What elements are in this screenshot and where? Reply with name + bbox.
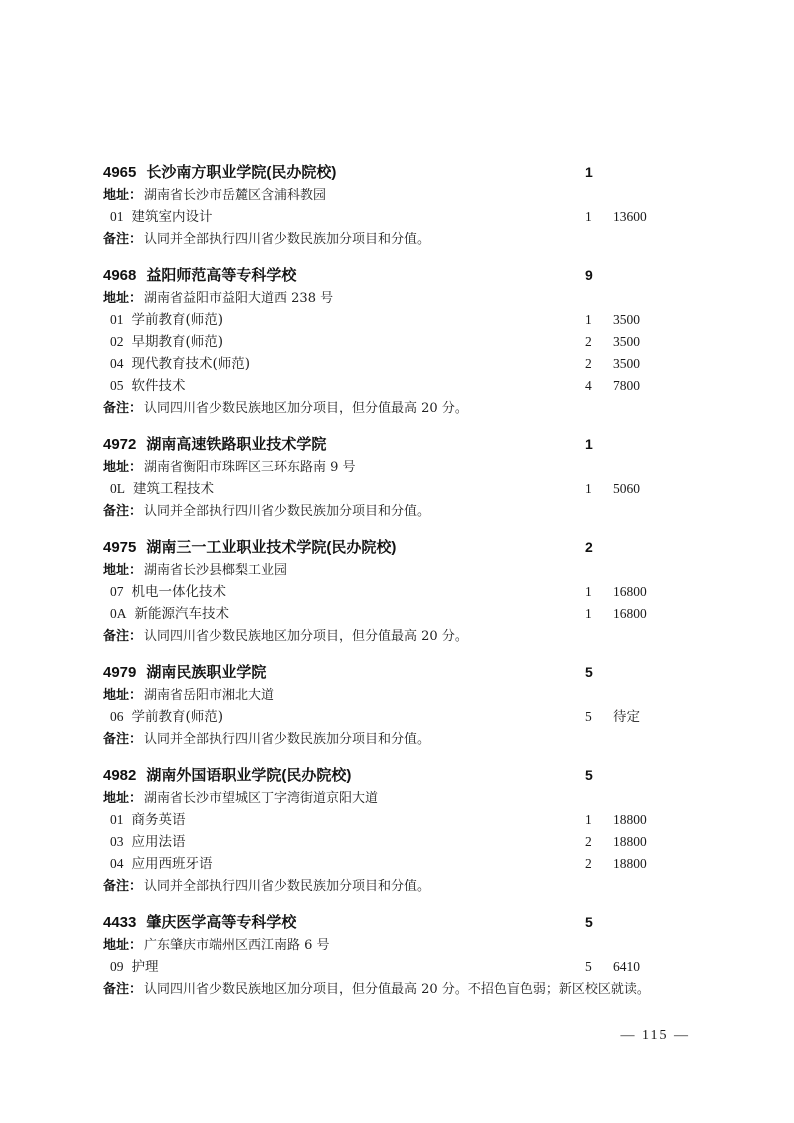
school-title [103,537,585,559]
remark-row [103,500,669,522]
address-row [103,287,669,309]
major-row [103,706,669,728]
remark-row [103,875,669,897]
major-title [103,603,585,625]
school-list [103,161,669,1000]
major-count: 1 [585,481,592,496]
major-code: 01 [110,209,124,224]
major-title [103,706,585,728]
remark-row [103,978,669,1000]
major-name: 建筑工程技术 [133,481,214,497]
major-name: 早期教育(师范) [131,334,224,350]
major-code: 03 [110,834,124,849]
school-name: 湖南外国语职业学院(民办院校) [146,767,352,784]
school-title-row [103,161,669,184]
address-label: 地址： [103,290,143,305]
major-count: 2 [585,356,592,371]
major-fee: 18800 [613,834,647,849]
remark-text: 认同并全部执行四川省少数民族加分项目和分值。 [144,732,431,747]
school-title [103,434,585,456]
major-count: 2 [585,334,592,349]
major-title [103,353,585,375]
address-text: 湖南省衡阳市珠晖区三环东路南 9 号 [144,460,356,475]
remark-label: 备注： [103,731,143,746]
school-title-row [103,536,669,559]
address-text: 湖南省岳阳市湘北大道 [144,688,275,703]
major-fee: 16800 [613,606,647,621]
school-total-count: 5 [585,914,593,930]
school-block [103,264,669,419]
major-title [103,206,585,228]
remark-label: 备注： [103,231,143,246]
major-row [103,309,669,331]
major-row [103,331,669,353]
school-block [103,161,669,250]
school-title [103,662,585,684]
school-total-count: 9 [585,267,593,283]
major-fee: 18800 [613,856,647,871]
major-name: 现代教育技术(师范) [131,356,251,372]
major-title [103,331,585,353]
major-count: 2 [585,856,592,871]
school-code: 4982 [103,767,137,784]
school-name: 长沙南方职业学院(民办院校) [146,164,337,181]
major-code: 04 [110,856,124,871]
major-name: 新能源汽车技术 [134,606,229,622]
major-row [103,956,669,978]
major-row [103,206,669,228]
major-name: 建筑室内设计 [131,209,213,225]
major-count: 1 [585,209,592,224]
major-code: 04 [110,356,124,371]
address-row [103,456,669,478]
school-code: 4433 [103,914,137,931]
major-title [103,956,585,978]
remark-label: 备注： [103,981,143,996]
school-block [103,764,669,897]
major-title [103,478,585,500]
school-code: 4979 [103,664,137,681]
school-code: 4965 [103,164,137,181]
remark-label: 备注： [103,878,143,893]
school-title-row [103,264,669,287]
remark-row [103,228,669,250]
address-label: 地址： [103,937,143,952]
school-name: 湖南高速铁路职业技术学院 [146,436,327,453]
remark-text: 认同四川省少数民族地区加分项目，但分值最高 20 分。 [144,401,468,416]
major-row [103,581,669,603]
address-text: 湖南省长沙县榔梨工业园 [144,563,288,578]
major-count: 1 [585,606,592,621]
major-row [103,853,669,875]
remark-row [103,625,669,647]
school-name: 益阳师范高等专科学校 [146,267,297,284]
document-page [103,161,669,1014]
address-label: 地址： [103,562,143,577]
major-count: 1 [585,812,592,827]
school-block [103,911,669,1000]
address-label: 地址： [103,790,143,805]
school-title-row [103,911,669,934]
school-code: 4972 [103,436,137,453]
school-total-count: 1 [585,436,593,452]
address-text: 广东肇庆市端州区西江南路 6 号 [144,938,330,953]
address-row [103,934,669,956]
major-name: 商务英语 [131,812,186,828]
major-fee: 3500 [613,334,640,349]
school-code: 4968 [103,267,137,284]
major-name: 学前教育(师范) [131,709,224,725]
major-count: 1 [585,584,592,599]
address-text: 湖南省益阳市益阳大道西 238 号 [144,291,334,306]
remark-text: 认同四川省少数民族地区加分项目，但分值最高 20 分。不招色盲色弱；新区校区就读。 [144,982,650,997]
school-name: 肇庆医学高等专科学校 [146,914,297,931]
major-count: 4 [585,378,592,393]
remark-label: 备注： [103,628,143,643]
major-row [103,809,669,831]
remark-label: 备注： [103,400,143,415]
major-fee: 13600 [613,209,647,224]
school-block [103,661,669,750]
address-row [103,684,669,706]
remark-text: 认同并全部执行四川省少数民族加分项目和分值。 [144,232,431,247]
major-code: 06 [110,709,124,724]
school-total-count: 2 [585,539,593,555]
school-name: 湖南三一工业职业技术学院(民办院校) [146,539,397,556]
school-title [103,765,585,787]
school-title-row [103,433,669,456]
address-row [103,184,669,206]
major-fee: 3500 [613,312,640,327]
major-row [103,831,669,853]
school-title [103,912,585,934]
school-name: 湖南民族职业学院 [146,664,267,681]
major-fee: 待定 [613,709,640,724]
remark-row [103,728,669,750]
address-label: 地址： [103,687,143,702]
major-code: 07 [110,584,124,599]
address-row [103,787,669,809]
major-code: 01 [110,312,124,327]
school-block [103,433,669,522]
school-code: 4975 [103,539,137,556]
address-text: 湖南省长沙市岳麓区含浦科教园 [144,188,327,203]
major-name: 应用西班牙语 [131,856,213,872]
major-row [103,603,669,625]
major-name: 软件技术 [131,378,186,394]
major-row [103,353,669,375]
school-title-row [103,764,669,787]
major-fee: 7800 [613,378,640,393]
school-title-row [103,661,669,684]
major-code: 01 [110,812,124,827]
remark-label: 备注： [103,503,143,518]
remark-text: 认同并全部执行四川省少数民族加分项目和分值。 [144,879,431,894]
major-title [103,853,585,875]
remark-text: 认同四川省少数民族地区加分项目，但分值最高 20 分。 [144,629,468,644]
major-name: 机电一体化技术 [131,584,226,600]
page-number: — 115 — [620,1028,690,1043]
major-title [103,809,585,831]
remark-text: 认同并全部执行四川省少数民族加分项目和分值。 [144,504,431,519]
school-block [103,536,669,647]
address-label: 地址： [103,459,143,474]
major-fee: 6410 [613,959,640,974]
major-code: 05 [110,378,124,393]
major-name: 护理 [131,959,159,975]
major-code: 0L [110,481,125,496]
major-title [103,831,585,853]
major-name: 应用法语 [131,834,186,850]
major-code: 0A [110,606,127,621]
school-title [103,162,585,184]
major-count: 5 [585,959,592,974]
major-title [103,309,585,331]
major-count: 1 [585,312,592,327]
address-text: 湖南省长沙市望城区丁字湾街道京阳大道 [144,791,379,806]
school-total-count: 5 [585,767,593,783]
major-name: 学前教育(师范) [131,312,224,328]
major-code: 09 [110,959,124,974]
major-fee: 16800 [613,584,647,599]
address-row [103,559,669,581]
major-count: 5 [585,709,592,724]
school-total-count: 1 [585,164,593,180]
major-code: 02 [110,334,124,349]
major-title [103,375,585,397]
major-row [103,375,669,397]
major-fee: 18800 [613,812,647,827]
major-row [103,478,669,500]
major-fee: 5060 [613,481,640,496]
address-label: 地址： [103,187,143,202]
major-count: 2 [585,834,592,849]
remark-row [103,397,669,419]
school-total-count: 5 [585,664,593,680]
school-title [103,265,585,287]
major-fee: 3500 [613,356,640,371]
major-title [103,581,585,603]
